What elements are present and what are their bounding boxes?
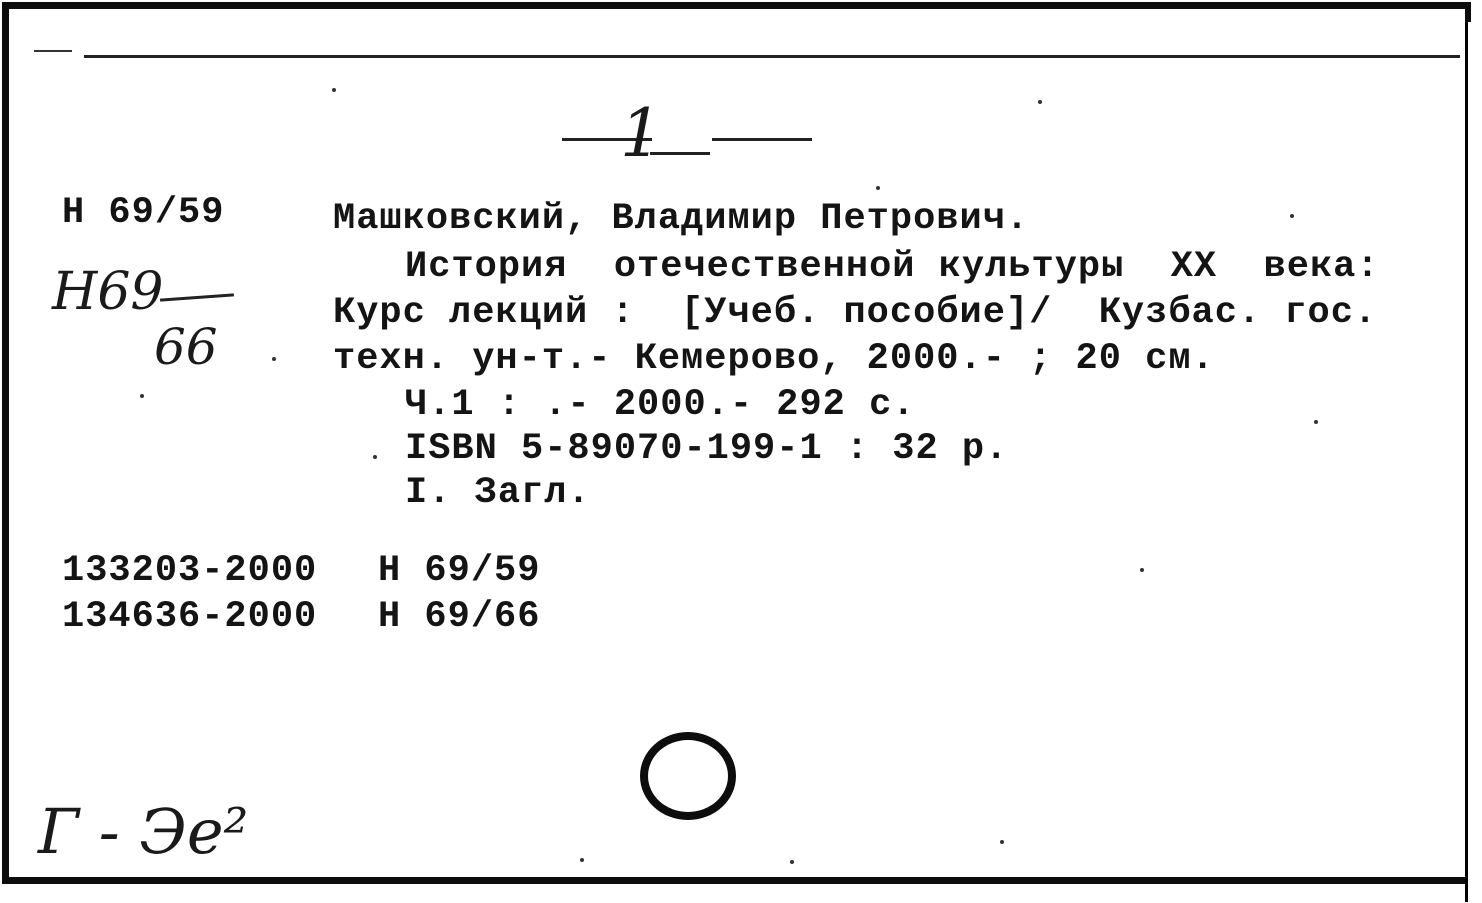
isbn-line: ISBN 5-89070-199-1 : 32 р. [405,428,1009,470]
page-number-underline [650,152,710,155]
scan-speck [1290,214,1294,218]
holding-inventory: 134636-2000 [62,596,318,638]
scan-speck [580,858,584,862]
scan-speck [790,860,794,864]
handwritten-note: Г - Эе² [38,795,249,868]
scan-speck [1000,840,1004,844]
scan-speck [1038,100,1042,104]
top-rule-short [34,50,72,52]
card-right-edge [1465,22,1482,902]
top-rule [84,55,1460,58]
holding-shelf: Н 69/59 [378,550,541,592]
scan-speck [332,88,336,92]
scan-speck [876,186,880,190]
scan-speck [272,357,276,361]
scan-speck [373,455,377,459]
title-line-3: техн. ун-т.- Кемерово, 2000.- ; 20 см. [333,338,1215,380]
author-heading: Машковский, Владимир Петрович. [333,198,1030,240]
added-entry: I. Загл. [405,472,591,514]
title-line-1: История отечественной культуры XX века: [405,246,1380,288]
holding-inventory: 133203-2000 [62,550,318,592]
part-line: Ч.1 : .- 2000.- 292 с. [405,384,916,426]
call-number-handwritten: Н69 [52,262,164,322]
holding-shelf: Н 69/66 [378,596,541,638]
scan-speck [1314,420,1318,424]
call-number-handwritten-sub: 66 [154,318,218,376]
title-line-2: Курс лекций : [Учеб. пособие]/ Кузбас. гос. [333,292,1378,334]
scan-speck [1140,568,1144,572]
scan-speck [140,394,144,398]
page-number-right-dash [712,138,812,141]
call-number-typed: Н 69/59 [62,192,225,234]
card-punch-hole [640,732,736,820]
page-number: 1 [620,95,662,172]
